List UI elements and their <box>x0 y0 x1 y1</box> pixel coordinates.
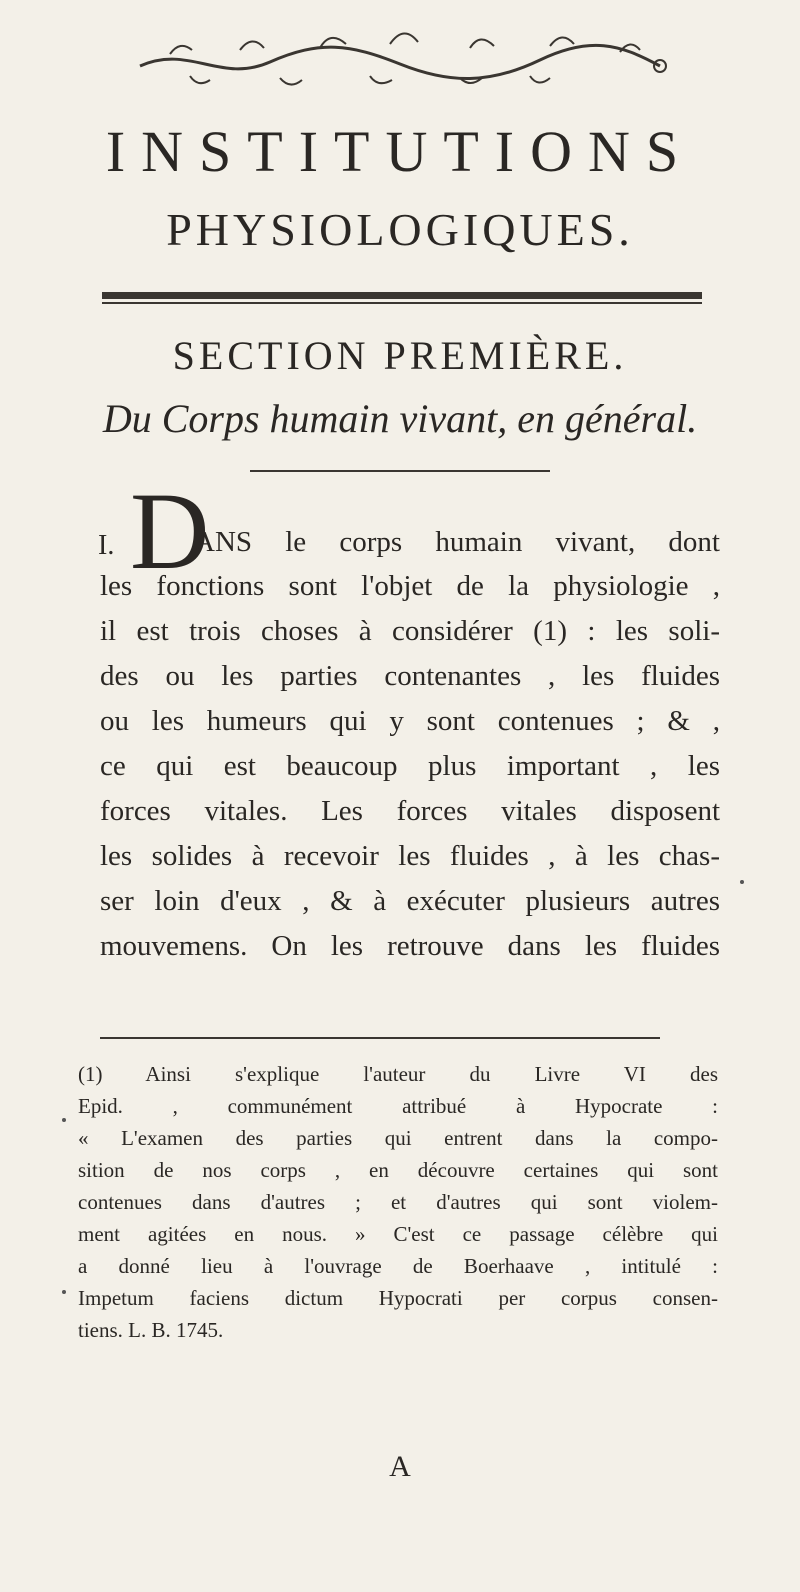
body-line: forces vitales. Les forces vitales disposent <box>100 795 720 827</box>
footnote-line: tiens. L. B. 1745. <box>78 1318 224 1342</box>
footnote-line: Impetum faciens dictum Hypocrati per corpus consen- <box>78 1286 718 1310</box>
footnote-line: « L'examen des parties qui entrent dans la compo- <box>78 1126 718 1150</box>
body-line: ce qui est beaucoup plus important , les <box>100 750 720 782</box>
floral-vine-ornament-icon <box>130 14 670 94</box>
margin-speck <box>62 1118 66 1122</box>
body-line: ser loin d'eux , & à exécuter plusieurs autres <box>100 885 720 917</box>
body-line: les solides à recevoir les fluides , à les chas- <box>100 840 720 872</box>
signature-mark: A <box>389 1450 411 1483</box>
drop-cap: D <box>130 470 210 592</box>
paragraph-number: I. <box>98 530 115 561</box>
footnote-line: ment agitées en nous. » C'est ce passage célèbre qui <box>78 1222 718 1246</box>
section-subtitle: Du Corps humain vivant, en général. <box>102 396 698 441</box>
footnote-line: sition de nos corps , en découvre certaines qui sont <box>78 1158 718 1182</box>
margin-speck <box>62 1290 66 1294</box>
decorative-rule <box>102 290 702 310</box>
footnote-rule <box>100 1037 660 1039</box>
book-title: INSTITUTIONS <box>105 119 695 184</box>
body-line: mouvemens. On les retrouve dans les fluides <box>100 930 720 962</box>
footnote-line: a donné lieu à l'ouvrage de Boerhaave , intitulé : <box>78 1254 718 1278</box>
footnote-line: contenues dans d'autres ; et d'autres qui sont violem- <box>78 1190 718 1214</box>
footnote-line: (1) Ainsi s'explique l'auteur du Livre VI des <box>78 1062 718 1086</box>
body-line: ANS le corps humain vivant, dont <box>194 526 720 558</box>
book-subtitle: PHYSIOLOGIQUES. <box>166 204 634 255</box>
body-line: ou les humeurs qui y sont contenues ; & , <box>100 705 720 737</box>
margin-speck <box>740 880 744 884</box>
body-line: des ou les parties contenantes , les fluides <box>100 660 720 692</box>
body-line: les fonctions sont l'objet de la physiologie , <box>100 570 720 602</box>
footnote-line: Epid. , communément attribué à Hypocrate : <box>78 1094 718 1118</box>
body-line: il est trois choses à considérer (1) : les soli- <box>100 615 720 647</box>
divider <box>250 470 550 472</box>
section-heading: SECTION PREMIÈRE. <box>172 333 628 378</box>
